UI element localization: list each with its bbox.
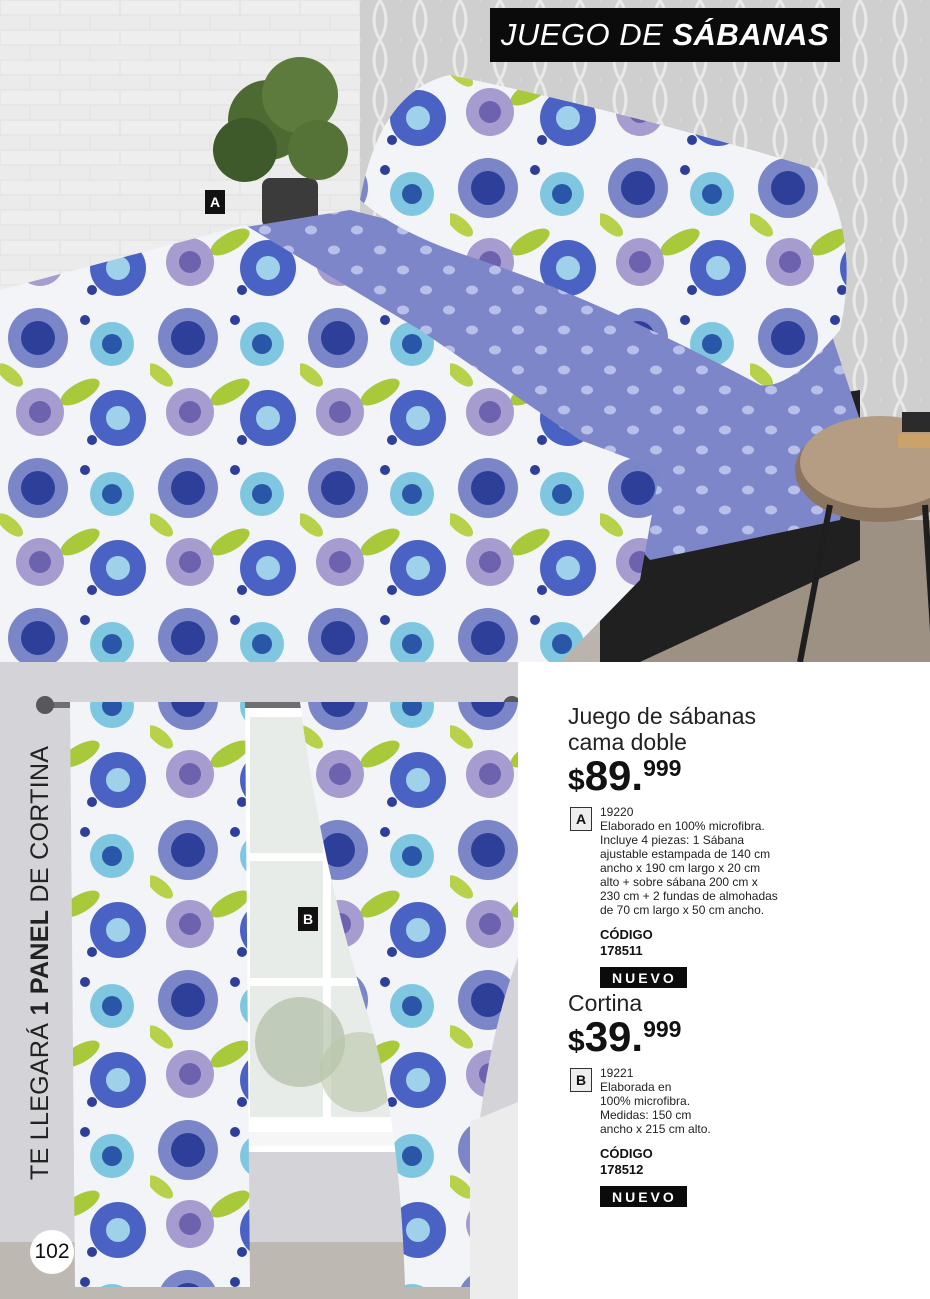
product-price	[568, 752, 918, 799]
photo-tag-a: A	[205, 190, 225, 214]
product-bedsheet-set	[568, 703, 918, 988]
product-letter-badge: B	[570, 1068, 592, 1092]
curtain-note-part3: DE CORTINA	[26, 745, 54, 903]
product-ref: 19221	[600, 1066, 634, 1080]
section-banner	[490, 8, 840, 62]
product-description-line: Medidas: 150 cm	[600, 1108, 692, 1122]
curtain-panel-note	[26, 746, 55, 1180]
product-letter-badge: A	[570, 807, 592, 831]
product-title-line2: cama doble	[568, 729, 687, 755]
price-currency: $	[568, 764, 585, 797]
product-description-line: Elaborado en 100% microfibra.	[600, 819, 765, 833]
product-code-label: CÓDIGO	[600, 927, 653, 942]
price-currency: $	[568, 1025, 585, 1058]
product-code: 178512	[600, 1162, 644, 1177]
product-title: Juego de sábanas	[568, 703, 756, 729]
product-description-line: 230 cm + 2 fundas de almohadas	[600, 889, 778, 903]
product-ref: 19220	[600, 805, 634, 819]
price-integer: 39.	[584, 1013, 644, 1060]
price-decimals: 999	[643, 1016, 682, 1042]
page-number: 102	[30, 1230, 74, 1274]
product-code-label: CÓDIGO	[600, 1146, 653, 1161]
product-details	[568, 805, 918, 988]
banner-text-light: JUEGO DE	[500, 17, 664, 52]
curtain-note-part1: TE LLEGARÁ	[26, 1022, 54, 1180]
product-description-line: ancho x 190 cm largo x 20 cm	[600, 861, 761, 875]
product-description-line: de 70 cm largo x 50 cm ancho.	[600, 903, 765, 917]
product-title: Cortina	[568, 990, 643, 1016]
banner-text-bold: SÁBANAS	[672, 17, 830, 52]
product-description-line: alto + sobre sábana 200 cm x	[600, 875, 758, 889]
new-badge: NUEVO	[600, 967, 687, 988]
product-description-line: ancho x 215 cm alto.	[600, 1122, 711, 1136]
product-curtain	[568, 990, 918, 1207]
product-price	[568, 1013, 918, 1060]
product-code: 178511	[600, 943, 643, 958]
product-description-line: 100% microfibra.	[600, 1094, 691, 1108]
curtain-photo	[0, 662, 518, 1299]
curtain-note-part2: 1 PANEL	[26, 909, 54, 1016]
product-details	[568, 1066, 918, 1207]
product-description-line: Incluye 4 piezas: 1 Sábana	[600, 833, 745, 847]
new-badge: NUEVO	[600, 1186, 687, 1207]
product-description-line: ajustable estampada de 140 cm	[600, 847, 771, 861]
photo-tag-b: B	[298, 907, 318, 931]
curtain-illustration	[0, 662, 518, 1299]
price-integer: 89.	[584, 752, 644, 799]
product-description-line: Elaborada en	[600, 1080, 672, 1094]
price-decimals: 999	[643, 755, 682, 781]
